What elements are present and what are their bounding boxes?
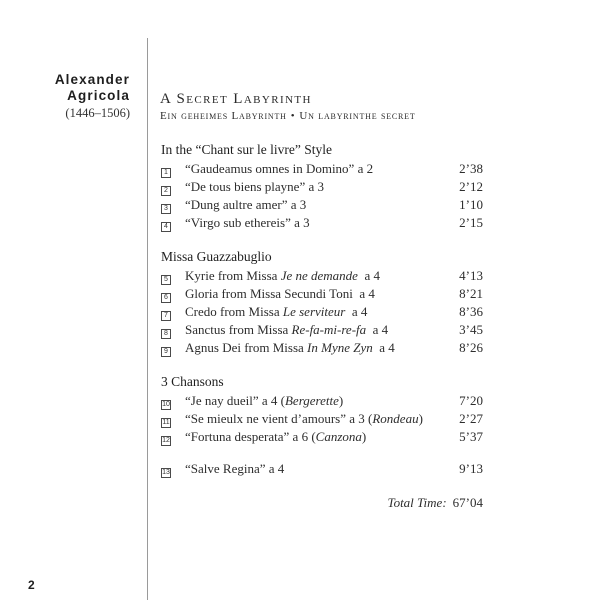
track-row [161, 303, 483, 321]
track-title-italic: Rondeau [372, 411, 419, 426]
track-title [185, 178, 449, 196]
section-heading: In the “Chant sur le livre” Style [161, 142, 332, 157]
track-title [185, 410, 449, 428]
track-title-text: Kyrie from Missa [185, 268, 281, 283]
section-heading: Missa Guazzabuglio [161, 249, 272, 264]
track-title-text: ) [338, 393, 344, 408]
track-row [161, 321, 483, 339]
track-section [161, 460, 483, 478]
track-row [161, 214, 483, 232]
track-number-box: 7 [161, 311, 171, 321]
track-title [185, 214, 449, 232]
track-number-box: 1 [161, 168, 171, 178]
track-title-text: “Virgo sub ethereis” a 3 [185, 215, 310, 230]
album-title: A Secret Labyrinth [160, 91, 312, 107]
track-number-box: 11 [162, 419, 170, 426]
track-duration: 1’10 [459, 197, 483, 212]
track-title-italic: Bergerette [284, 393, 339, 408]
track-title [185, 321, 449, 339]
track-title [185, 392, 449, 410]
track-section [161, 141, 483, 232]
track-number-box: 13 [162, 469, 170, 476]
track-row [161, 285, 483, 303]
track-duration: 2’38 [459, 161, 483, 176]
track-duration: 2’12 [459, 179, 483, 194]
track-title-text: ) [418, 411, 423, 426]
album-subtitle-german: Ein geheimes Labyrinth [160, 110, 287, 122]
track-title [185, 303, 449, 321]
track-title [185, 285, 449, 303]
composer-block [30, 72, 130, 122]
track-duration: 7’20 [459, 393, 483, 408]
track-number-box: 10 [162, 401, 170, 408]
track-row [161, 196, 483, 214]
track-title [185, 460, 449, 478]
track-title-text: ) [361, 429, 367, 444]
track-list [161, 141, 483, 512]
track-number-box: 2 [161, 186, 171, 196]
track-title [185, 196, 449, 214]
track-number-box: 5 [161, 275, 171, 285]
track-number-box: 9 [161, 347, 171, 357]
track-row [161, 160, 483, 178]
track-duration: 3’45 [459, 322, 483, 337]
album-subtitle-french: Un labyrinthe secret [299, 110, 416, 122]
track-row [161, 178, 483, 196]
track-number-box: 4 [161, 222, 171, 232]
track-number-box: 12 [162, 437, 170, 444]
track-row [161, 267, 483, 285]
track-title-text: “Fortuna desperata” a 6 ( [185, 429, 316, 444]
track-row [161, 410, 483, 428]
track-title-text: “Se mieulx ne vient d’amours” a 3 ( [185, 411, 373, 426]
track-title-text: Gloria from Missa Secundi Toni a 4 [185, 286, 375, 301]
track-title-italic: Je ne demande [280, 268, 358, 283]
track-row [161, 392, 483, 410]
track-number-box: 6 [161, 293, 171, 303]
page-number: 2 [28, 578, 35, 592]
vertical-divider [147, 38, 148, 600]
track-duration: 8’21 [459, 286, 483, 301]
total-time-value: 67’04 [452, 495, 483, 510]
track-title-text: “De tous biens playne” a 3 [185, 179, 324, 194]
track-title-italic: Canzona [315, 429, 362, 444]
section-heading: 3 Chansons [161, 374, 224, 389]
track-title-text: Credo from Missa [185, 304, 283, 319]
album-subtitle [160, 108, 416, 124]
track-title-text: a 4 [372, 340, 395, 355]
track-duration: 2’15 [459, 215, 483, 230]
track-duration: 4’13 [459, 268, 483, 283]
track-title [185, 339, 449, 357]
track-title-text: a 4 [345, 304, 368, 319]
composer-first-name: Alexander [54, 72, 130, 87]
track-title [185, 428, 449, 446]
track-title-text: a 4 [366, 322, 389, 337]
track-row [161, 428, 483, 446]
total-time-label: Total Time: [387, 495, 447, 510]
subtitle-separator: • [290, 110, 296, 122]
track-title [185, 267, 449, 285]
track-title-text: “Dung aultre amer” a 3 [185, 197, 307, 212]
track-duration: 8’26 [459, 340, 483, 355]
track-title-text: “Salve Regina” a 4 [185, 461, 285, 476]
track-duration: 9’13 [459, 461, 483, 476]
track-section [161, 373, 483, 446]
track-title-italic: Re-fa-mi-re-fa [291, 322, 367, 337]
track-row [161, 460, 483, 478]
composer-dates: (1446–1506) [65, 106, 130, 120]
track-title-text: a 4 [357, 268, 380, 283]
album-titles [160, 90, 416, 124]
track-row [161, 339, 483, 357]
track-duration: 5’37 [459, 429, 483, 444]
track-duration: 2’27 [459, 411, 483, 426]
total-time [161, 494, 483, 512]
track-number-box: 3 [161, 204, 171, 214]
track-title-text: Sanctus from Missa [185, 322, 292, 337]
track-title-text: Agnus Dei from Missa [185, 340, 308, 355]
track-number-box: 8 [161, 329, 171, 339]
track-title-text: “Je nay dueil” a 4 ( [185, 393, 285, 408]
track-title-text: “Gaudeamus omnes in Domino” a 2 [185, 161, 374, 176]
track-duration: 8’36 [459, 304, 483, 319]
track-section [161, 248, 483, 357]
composer-last-name: Agricola [67, 88, 130, 103]
track-title-italic: Le serviteur [282, 304, 346, 319]
track-title [185, 160, 449, 178]
track-title-italic: In Myne Zyn [307, 340, 373, 355]
